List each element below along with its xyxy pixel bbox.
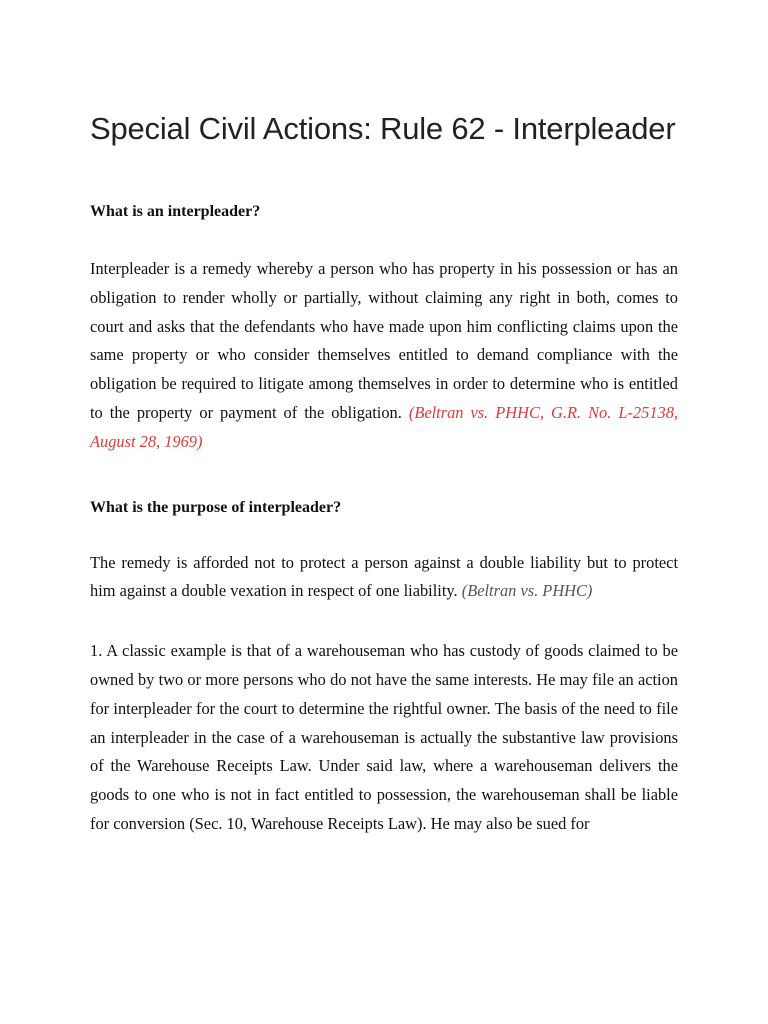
- paragraph-definition-text: Interpleader is a remedy whereby a person who has property in his possession or has an obligation to render wholly or partially, without claiming any right in both, comes to court and asks that the defendants who have made upon him conflicting claims upon the same property or who consider themselves entitled to demand compliance with the obligation be required to litigate among themselves in order to determine who is entitled to the property or payment of the obligation.: [90, 259, 678, 422]
- paragraph-definition: [90, 255, 678, 457]
- document-page: [90, 104, 678, 839]
- paragraph-purpose-text: The remedy is afforded not to protect a person against a double liability but to protect him against a double vexation in respect of one liability.: [90, 552, 678, 601]
- citation-beltran-full: (Beltran vs. PHHC, G.R. No. L-25138, August 28, 1969): [90, 402, 678, 451]
- citation-beltran-short: (Beltran vs. PHHC): [461, 581, 593, 601]
- document-title: Special Civil Actions: Rule 62 - Interpleader: [90, 111, 676, 146]
- paragraph-example-warehouseman: 1. A classic example is that of a warehouseman who has custody of goods claimed to be owned by two or more persons who do not have the same interests. He may file an action for interpleader for the court to determine the rightful owner. The basis of the need to file an interpleader in the case of a warehouseman is actually the substantive law provisions of the Warehouse Receipts Law. Under said law, where a warehouseman delivers the goods to one who is not in fact entitled to possession, the warehouseman shall be liable for conversion (Sec. 10, Warehouse Receipts Law). He may also be sued for: [90, 641, 678, 833]
- section-heading-purpose: What is the purpose of interpleader?: [90, 498, 342, 516]
- section-heading-what-is-interpleader: What is an interpleader?: [90, 203, 261, 220]
- paragraph-purpose: [90, 549, 678, 607]
